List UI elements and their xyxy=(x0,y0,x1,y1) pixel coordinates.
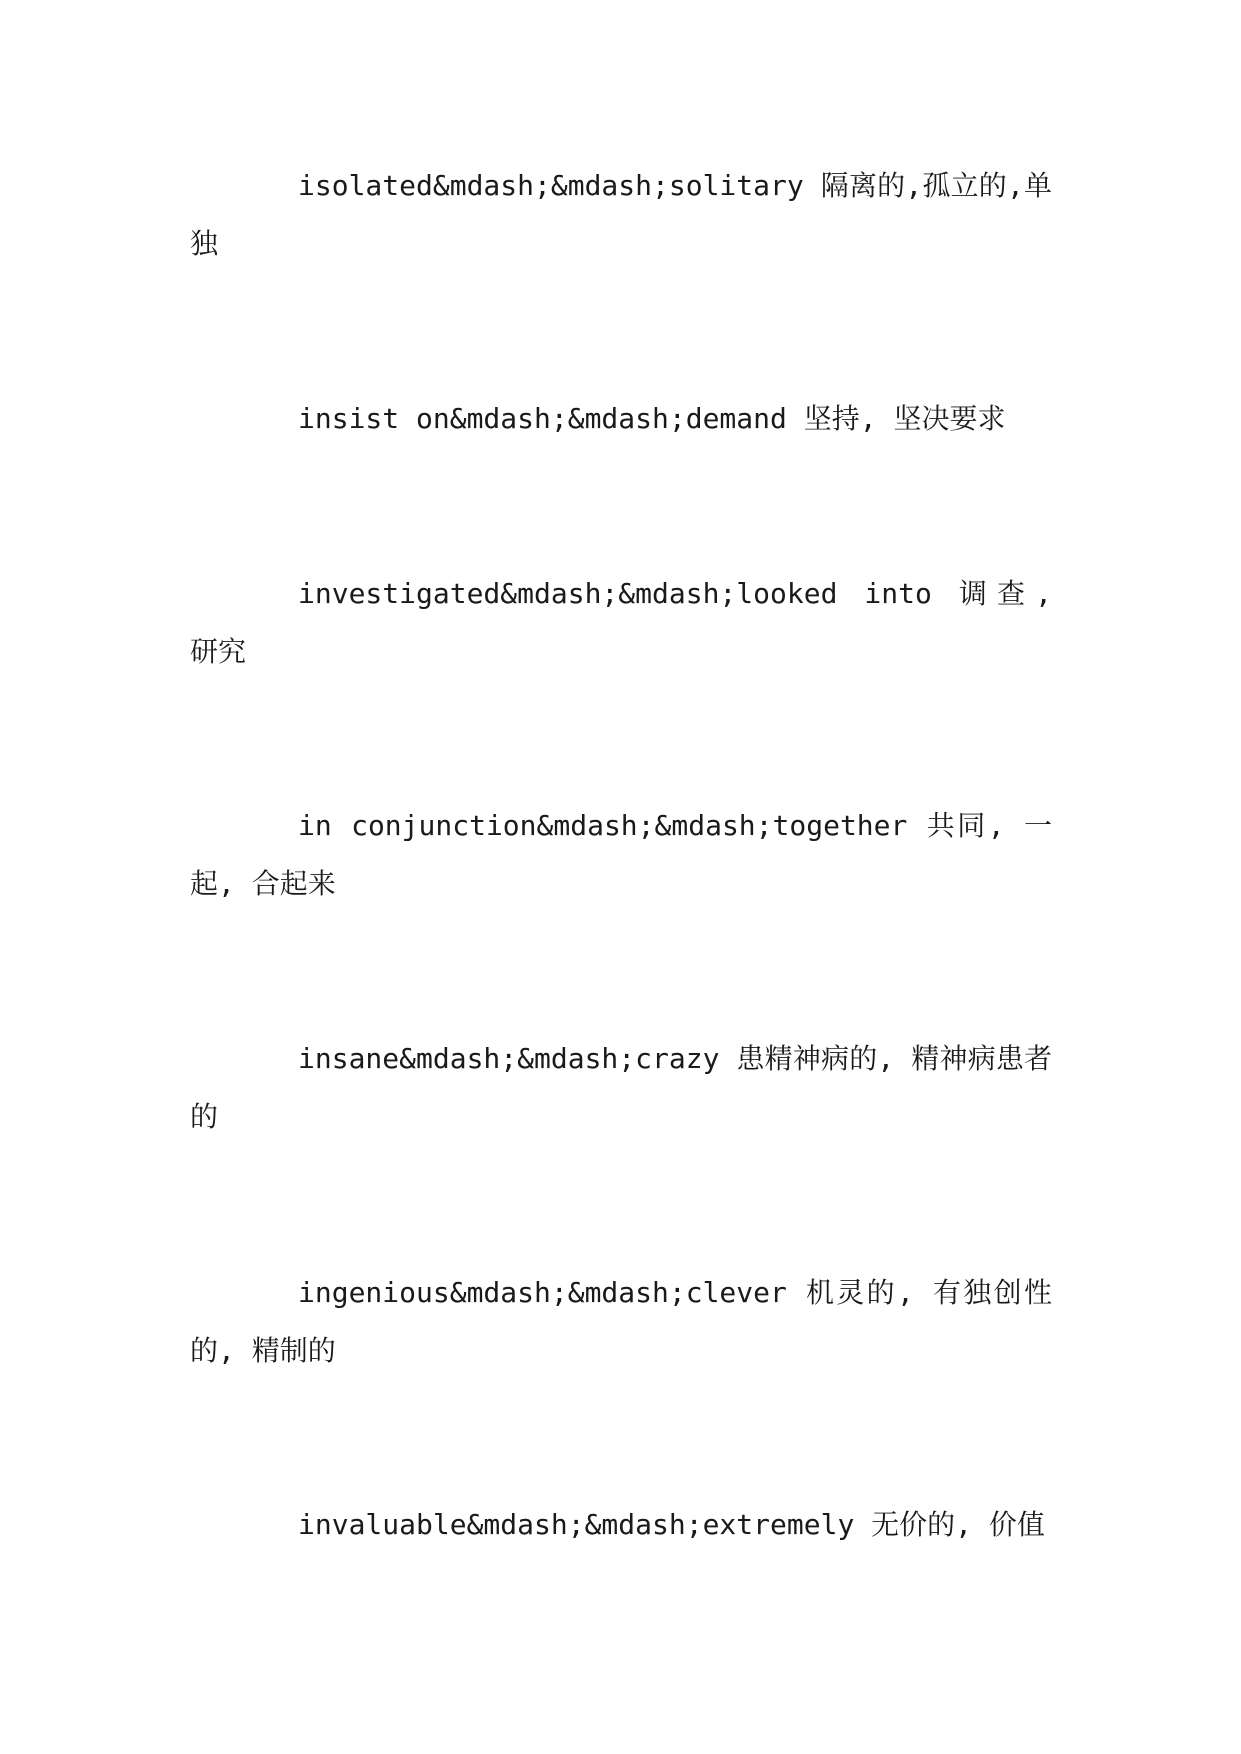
vocab-entry-isolated: isolated&mdash;&mdash;solitary 隔离的,孤立的,单独 xyxy=(190,169,1052,260)
vocab-entry-ingenious: ingenious&mdash;&mdash;clever 机灵的, 有独创性的, 精制的 xyxy=(190,1276,1052,1367)
vocab-entry-investigated: investigated&mdash;&mdash;looked into 调查, 研究 xyxy=(190,577,1052,668)
vocab-entry-invaluable: invaluable&mdash;&mdash;extremely 无价的, 价值 xyxy=(298,1508,1045,1541)
vocab-entry-insist-on: insist on&mdash;&mdash;demand 坚持, 坚决要求 xyxy=(298,402,1006,435)
vocab-entry-insane: insane&mdash;&mdash;crazy 患精神病的, 精神病患者的 xyxy=(190,1042,1052,1133)
vocab-entry-in-conjunction: in conjunction&mdash;&mdash;together 共同, 一起, 合起来 xyxy=(190,809,1052,900)
